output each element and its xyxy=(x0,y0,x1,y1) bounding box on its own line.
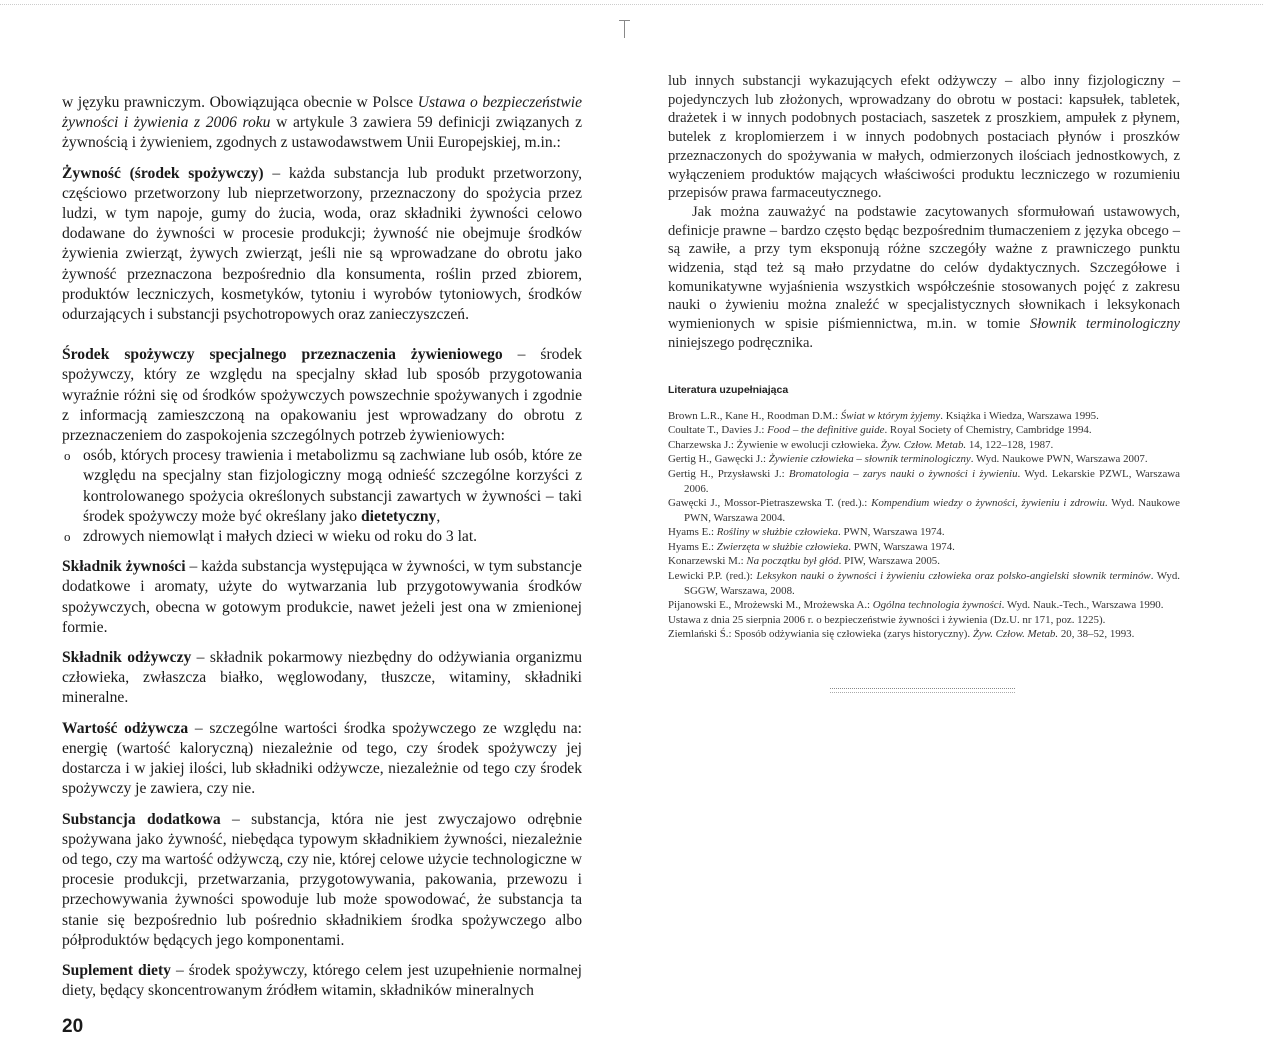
continuation-paragraph: lub innych substancji wykazujących efekt odżywczy – albo inny fizjologiczny – pojedynczych lub złożonych, wprowadzany do obrotu w postaci: kapsułek, tabletek, drażetek i w innych podobnych postaciach, saszetek z proszkiem, ampułek z płynem, butelek z kroplomierzem i w innych podobnych postaciach płynów i proszków przeznaczonych do spożywania w małych, odmierzonych ilościach jednostkowych, z wyłączeniem produktów mających właściwości produktu leczniczego w rozumieniu przepisów prawa farmaceutycznego. xyxy=(668,73,1180,202)
definition-body: – szczególne wartości środka spożywczego ze względu na: energię (wartość kaloryczną) niezależnie od tego, czy środek spożywczy jej dostarcza i w jakiej ilości, lub składniki odżywcze, niezależnie od tego czy środek spożywczy je zawiera, czy nie. xyxy=(62,719,582,798)
reference-text: . Wyd. Lekarskie PZWL, Warszawa 2006. xyxy=(684,467,1180,495)
reference-text: Hyams E.: xyxy=(668,526,717,539)
definition-term: Żywność (środek spożywczy) xyxy=(62,164,264,182)
reference-title: Żyw. Człow. Metab. xyxy=(972,628,1059,641)
reference-text: Gertig H., Gawęcki J.: xyxy=(668,453,769,466)
reference-item xyxy=(668,613,1180,628)
definition-srodek-specjalny xyxy=(62,345,582,446)
references-list xyxy=(668,409,1180,643)
intro-text-end: w artykule 3 zawiera 59 definicji związanych z żywnością i żywieniem, zgodnych z ustawodawstwem Unii Europejskiej, m.in.: xyxy=(62,114,582,152)
reference-item xyxy=(668,452,1180,467)
definition-body: – składnik pokarmowy niezbędny do odżywiania organizmu człowieka, zwłaszcza białko, węglowodany, tłuszcze, witaminy, składniki mineralne. xyxy=(62,649,583,707)
list-item-text: zdrowych niemowląt i małych dzieci w wieku od roku do 3 lat. xyxy=(83,528,478,546)
definition-skladnik-odzywczy xyxy=(62,648,582,709)
reference-title: Leksykon nauki o żywności i żywieniu człowieka oraz polsko-angielski słownik terminów xyxy=(756,570,1151,583)
scan-edge-line xyxy=(0,4,1263,5)
list-item-text: osób, których procesy trawienia i metabolizmu są zachwiane lub osób, które ze względu na specjalny stan fizjologiczny mogą odnieść szczególne korzyści z kontrolowanego spożycia określonych substancji zawartych w żywności – taki środek spożywczy może być określany jako xyxy=(83,447,582,525)
binding-mark xyxy=(624,20,625,38)
reference-text: Brown L.R., Kane H., Roodman D.M.: xyxy=(668,409,841,422)
reference-text: . Wyd. Naukowe PWN, Warszawa 2007. xyxy=(970,453,1148,466)
reference-text: . PWN, Warszawa 1974. xyxy=(838,526,945,539)
reference-text: Charzewska J.: Żywienie w ewolucji człowieka. xyxy=(668,438,881,451)
reference-text: . PIW, Warszawa 2005. xyxy=(838,555,940,568)
reference-text: . Książka i Wiedza, Warszawa 1995. xyxy=(940,409,1099,422)
reference-item xyxy=(668,627,1180,642)
left-page xyxy=(62,93,582,1039)
reference-text: Hyams E.: xyxy=(668,540,717,553)
reference-text: Gertig H., Przysławski J.: xyxy=(668,467,789,480)
reference-item xyxy=(668,540,1180,555)
reference-title: Świat w którym żyjemy xyxy=(840,409,941,422)
end-rule xyxy=(830,688,1015,693)
reference-text: . Royal Society of Chemistry, Cambridge 1994. xyxy=(884,424,1092,437)
reference-title: Żywienie człowieka – słownik terminologiczny xyxy=(768,453,971,466)
definition-term: Substancja dodatkowa xyxy=(62,810,221,828)
reference-text: . PWN, Warszawa 1974. xyxy=(848,540,955,553)
definition-list xyxy=(62,446,582,547)
definition-term: Środek spożywczy specjalnego przeznaczenia żywieniowego xyxy=(62,346,503,364)
reference-title: Bromatologia – zarys nauki o żywności i żywieniu xyxy=(788,467,1018,480)
intro-paragraph xyxy=(62,93,582,154)
reference-title: Ogólna technologia żywności xyxy=(872,599,1002,612)
commentary-text: Jak można zauważyć na podstawie zacytowanych sformułowań ustawowych, definicje prawne – bardzo często będąc bezpośrednim tłumaczeniem z języka obcego – są zawiłe, a przy tym eksponują różne szczegóły ważne z prawniczego punktu widzenia, stąd też są mało przydatne do celów dydaktycznych. Szczegółowe i komunikatywne wyjaśnienia wszystkich współcześnie stosowanych pojęć z zakresu nauki o żywieniu można znaleźć w specjalistycznych słownikach i leksykonach wymienionych w spisie piśmiennictwa, m.in. w tomie xyxy=(668,203,1180,333)
definition-suplement-diety xyxy=(62,961,582,1001)
reference-item xyxy=(668,467,1180,496)
reference-text: Pijanowski E., Mrożewski M., Mrożewska A.: xyxy=(668,599,873,612)
reference-title: Na początku był głód xyxy=(746,555,839,568)
reference-item xyxy=(668,554,1180,569)
reference-item xyxy=(668,438,1180,453)
reference-text: Gawęcki J., Mossor-Pietraszewska T. (red.).: xyxy=(668,497,872,510)
volume-title: Słownik terminologiczny xyxy=(1029,316,1180,333)
reference-text: 14, 122–128, 1987. xyxy=(966,438,1054,451)
reference-text: Ustawa z dnia 25 sierpnia 2006 r. o bezpieczeństwie żywności i żywienia (Dz.U. nr 171, poz. 1225). xyxy=(668,613,1106,626)
reference-title: Food – the definitive guide xyxy=(767,424,885,437)
reference-text: . Wyd. SGGW, Warszawa, 2008. xyxy=(684,570,1181,597)
act-title: Ustawa o bezpieczeństwie żywności i żywienia z 2006 roku xyxy=(62,94,582,132)
page-number: 20 xyxy=(62,1016,84,1038)
reference-text: Lewicki P.P. (red.): xyxy=(668,570,757,583)
references-heading: Literatura uzupełniająca xyxy=(668,383,789,396)
definition-body: – każda substancja lub produkt przetworzony, częściowo przetworzony lub nieprzetworzony, przeznaczony do spożycia przez ludzi, w tym napoje, gumy do żucia, woda, oraz składniki żywności celowo dodawane do żywności w procesie produkcji; żywność nie obejmuje środków żywienia zwierząt, żywych zwierząt, jeśli nie są wprowadzane do obrotu jako żywność przeznaczona bezpośrednio dla konsumenta, roślin przed zbiorem, produktów leczniczych, kosmetyków, tytoniu i wyrobów tytoniowych, środków odurzających i substancji psychotropowych oraz zanieczyszczeń. xyxy=(62,164,582,324)
bold-term: dietetyczny xyxy=(361,507,437,525)
definition-body: – substancja, która nie jest zwyczajowo odrębnie spożywana jako żywność, niebędąca typowym składnikiem żywności, niezależnie od tego, czy ma wartość odżywczą, czy nie, której celowe użycie technologiczne w procesie produkcji, przetwarzania, przygotowywania, pakowania, przewozu i przechowywania żywności spowoduje lub może spowodować, że substancja ta stanie się bezpośrednio lub pośrednio składnikiem środka spożywczego albo półproduktów będących jego komponentami. xyxy=(62,810,582,949)
reference-text: Ziemlański Ś.: Sposób odżywiania się człowieka (zarys historyczny). xyxy=(668,628,973,641)
definition-skladnik-zywnosci xyxy=(62,557,582,638)
reference-title: Kompendium wiedzy o żywności, żywieniu i zdrowiu xyxy=(871,497,1105,510)
definition-substancja-dodatkowa xyxy=(62,810,582,951)
reference-text: 20, 38–52, 1993. xyxy=(1058,628,1135,641)
commentary-text-end: niniejszego podręcznika. xyxy=(668,334,814,351)
definition-body: – środek spożywczy, którego celem jest uzupełnienie normalnej diety, będący skoncentrowanym źródłem witamin, składników mineralnych xyxy=(62,961,582,1000)
reference-item xyxy=(668,569,1180,598)
definition-zywnosc xyxy=(62,164,582,326)
commentary-paragraph xyxy=(668,203,1180,353)
list-item-punct: , xyxy=(436,507,441,525)
reference-text: Coultate T., Davies J.: xyxy=(668,424,768,437)
reference-item xyxy=(668,409,1180,424)
reference-title: Rośliny w służbie człowieka xyxy=(716,526,838,539)
definition-term: Wartość odżywcza xyxy=(62,719,189,737)
definition-term: Składnik żywności xyxy=(62,558,186,576)
reference-item xyxy=(668,525,1180,540)
list-item xyxy=(62,527,582,547)
definition-body: – każda substancja występująca w żywności, w tym substancje dodatkowe i aromaty, użyte do wytwarzania lub przygotowywania środków spożywczych, obecna w gotowym produkcie, nawet jeżeli jest ona w zmienionej formie. xyxy=(62,558,582,636)
reference-title: Żyw. Człow. Metab. xyxy=(880,438,967,451)
reference-text: Konarzewski M.: xyxy=(668,555,747,568)
definition-body: – środek spożywczy, który ze względu na specjalny skład lub sposób przygotowania wyraźnie różni się od środków spożywczych powszechnie spożywanych i zgodnie z informacją zamieszczoną na opakowaniu jest wprowadzany do obrotu z przeznaczeniem do zaspokojenia szczególnych potrzeb żywieniowych: xyxy=(62,346,582,445)
right-page xyxy=(668,72,1180,693)
reference-text: . Wyd. Nauk.-Tech., Warszawa 1990. xyxy=(1001,599,1164,612)
reference-text: . Wyd. Naukowe PWN, Warszawa 2004. xyxy=(684,497,1180,524)
reference-item xyxy=(668,496,1180,525)
reference-item xyxy=(668,423,1180,438)
list-item xyxy=(62,446,582,527)
reference-title: Zwierzęta w służbie człowieka xyxy=(716,540,849,553)
intro-text: w języku prawniczym. Obowiązująca obecnie w Polsce xyxy=(62,94,418,111)
reference-item xyxy=(668,598,1180,613)
definition-term: Składnik odżywczy xyxy=(62,649,192,667)
definition-wartosc-odzywcza xyxy=(62,719,582,800)
definition-term: Suplement diety xyxy=(62,961,171,979)
